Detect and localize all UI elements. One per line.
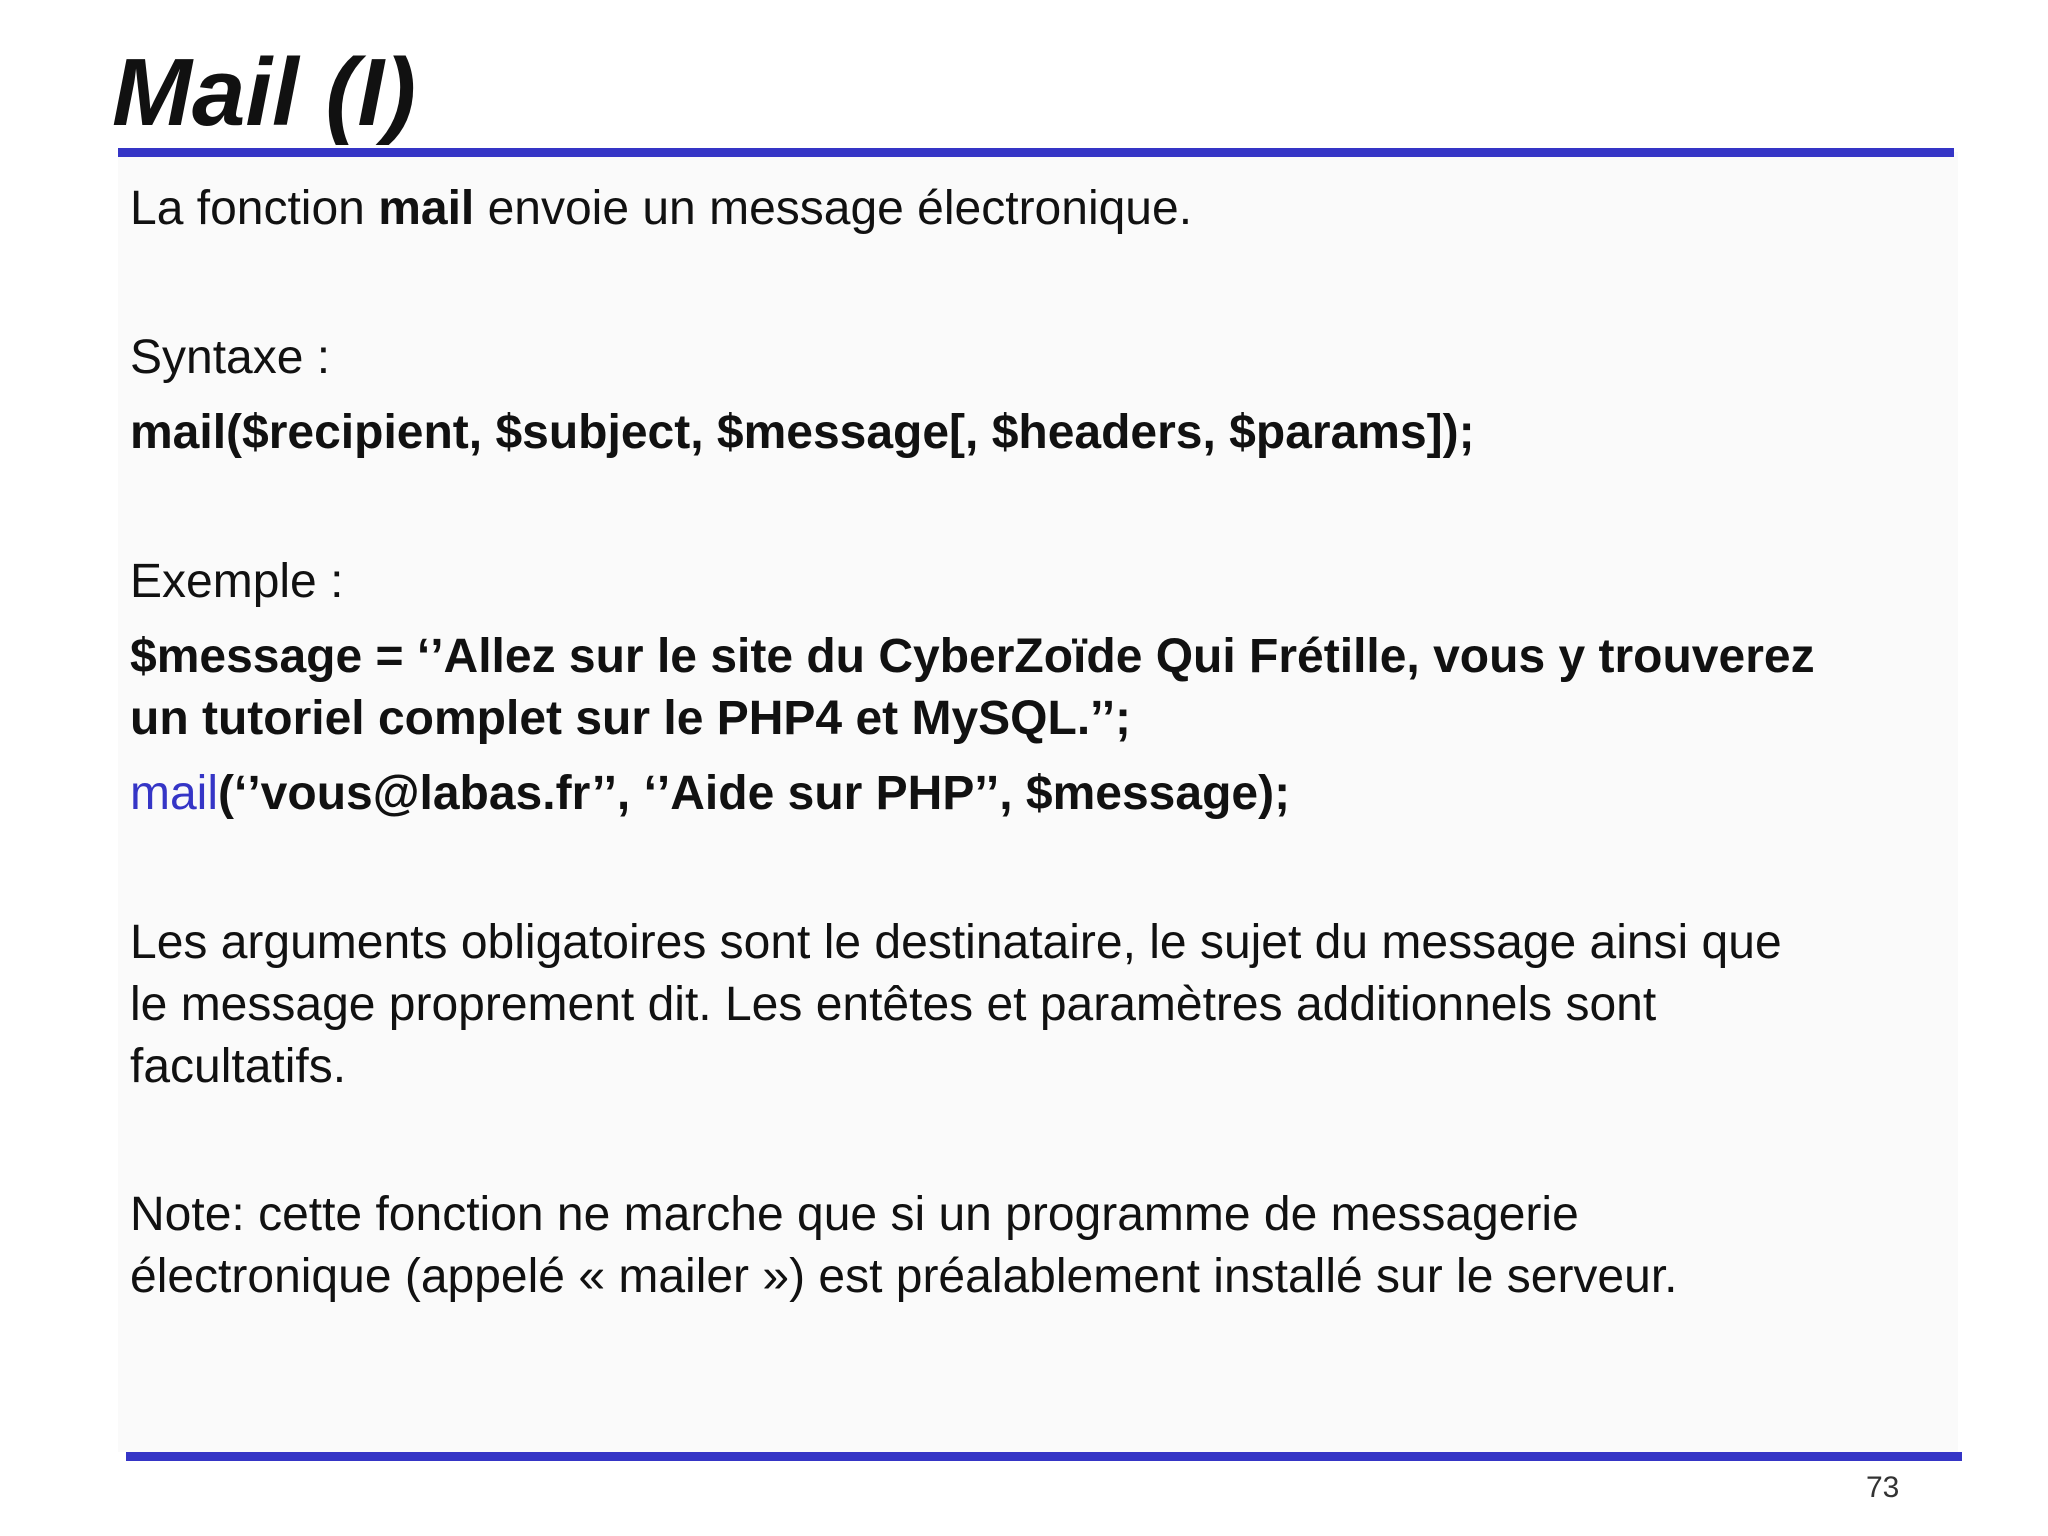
example-code-line-2: un tutoriel complet sur le PHP4 et MySQL.’’; <box>130 692 1132 745</box>
intro-keyword: mail <box>378 182 475 235</box>
example-label: Exemple : <box>130 555 344 608</box>
syntax-label: Syntaxe : <box>130 331 331 384</box>
page-number: 73 <box>1866 1471 1900 1504</box>
arguments-line-3: facultatifs. <box>130 1040 347 1093</box>
footer-rule <box>126 1452 1962 1461</box>
intro-paragraph <box>130 178 1192 240</box>
mail-function-args: (‘’vous@labas.fr’’, ‘’Aide sur PHP’’, $message); <box>218 767 1291 820</box>
title-underline <box>118 148 1954 157</box>
note-line-1: Note: cette fonction ne marche que si un programme de messagerie <box>130 1188 1579 1241</box>
arguments-line-2: le message proprement dit. Les entêtes et paramètres additionnels sont <box>130 978 1657 1031</box>
slide-title: Mail (I) <box>112 39 416 146</box>
intro-text-before: La fonction <box>130 182 379 235</box>
note-line-2: électronique (appelé « mailer ») est préalablement installé sur le serveur. <box>130 1250 1678 1303</box>
mail-function-name: mail <box>130 767 219 820</box>
syntax-code: mail($recipient, $subject, $message[, $headers, $params]); <box>130 406 1475 459</box>
intro-text-after: envoie un message électronique. <box>474 182 1193 235</box>
example-mail-call <box>130 763 1290 825</box>
example-code-line-1: $message = ‘’Allez sur le site du CyberZoïde Qui Frétille, vous y trouverez <box>130 630 1815 683</box>
arguments-line-1: Les arguments obligatoires sont le destinataire, le sujet du message ainsi que <box>130 916 1782 969</box>
